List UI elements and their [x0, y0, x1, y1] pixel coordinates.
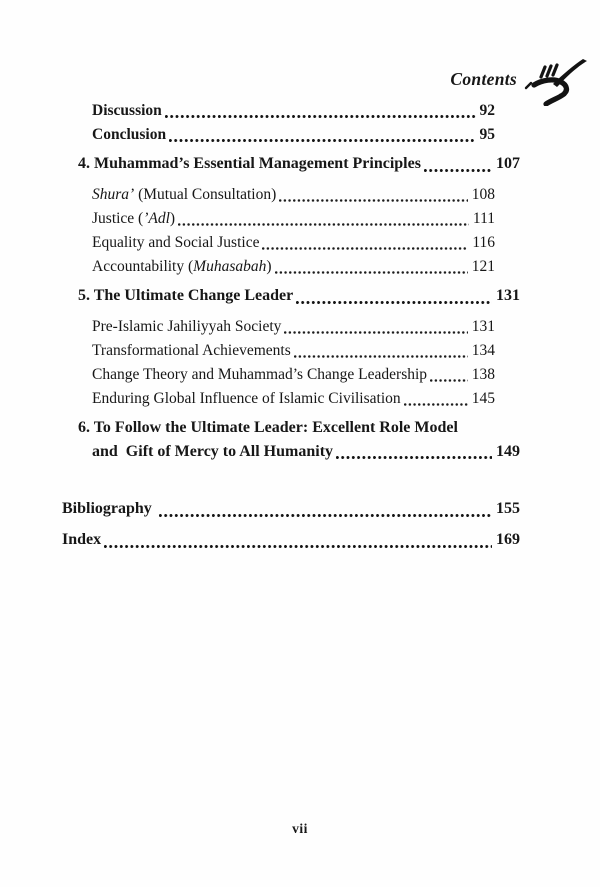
toc-entry-label: 5. The Ultimate Change Leader: [78, 287, 294, 304]
toc-page-number: 134: [471, 342, 495, 359]
toc-entry-label: and Gift of Mercy to All Humanity: [92, 443, 334, 460]
toc-page-number: 149: [496, 443, 520, 460]
dot-leader: [275, 271, 468, 274]
toc-page-number: 107: [496, 155, 520, 172]
toc-entry: [92, 183, 495, 207]
page-number: vii: [292, 821, 308, 836]
dot-leader: [169, 139, 475, 142]
toc-entry-label: Justice (’Adl): [92, 210, 176, 227]
toc-entry-label: Change Theory and Muhammad’s Change Leadership: [92, 366, 428, 383]
toc-entry: [92, 339, 495, 363]
toc-entry-label: Bibliography: [62, 500, 156, 517]
toc-page-number: 169: [496, 531, 520, 548]
toc-page-number: 92: [479, 102, 495, 119]
toc-entry-label: Pre-Islamic Jahiliyyah Society: [92, 318, 282, 335]
toc-entry-label: Discussion: [92, 102, 162, 119]
toc-entry: [78, 282, 520, 309]
dot-leader: [404, 403, 468, 406]
dot-leader: [262, 247, 468, 250]
toc-entry: [92, 255, 495, 279]
toc-entry: [62, 526, 520, 553]
toc-entry: [92, 99, 495, 123]
toc-entry: [78, 150, 520, 177]
dot-leader: [296, 301, 492, 304]
dot-leader: [294, 355, 468, 358]
contents-heading: Contents: [450, 68, 517, 89]
toc-entry: [92, 123, 495, 147]
muhammad-calligraphy-icon: [524, 58, 588, 106]
dot-leader: [104, 545, 492, 548]
toc-page-number: 116: [472, 234, 495, 251]
toc-page-number: 121: [471, 258, 495, 275]
toc-page-number: 108: [471, 186, 495, 203]
toc-entry-label: Conclusion: [92, 126, 167, 143]
dot-leader: [165, 115, 476, 118]
toc-entry-label: Shura’ (Mutual Consultation): [92, 186, 277, 203]
toc-entry: [78, 415, 520, 440]
toc-entry-label: Accountability (Muhasabah): [92, 258, 272, 275]
toc-entry: [92, 387, 495, 411]
dot-leader: [178, 223, 469, 226]
toc-entry: [92, 207, 495, 231]
toc-page-number: 145: [471, 390, 495, 407]
table-of-contents: [62, 99, 520, 553]
toc-entry: [92, 440, 520, 464]
toc-entry-label: 6. To Follow the Ultimate Leader: Excellent Role Model: [78, 419, 458, 436]
toc-page-number: 111: [472, 210, 495, 227]
toc-entry: [62, 495, 520, 522]
toc-page-number: 155: [496, 500, 520, 517]
toc-entry: [92, 231, 495, 255]
toc-page-number: 95: [479, 126, 495, 143]
toc-page-number: 131: [471, 318, 495, 335]
toc-entry-label: Equality and Social Justice: [92, 234, 260, 251]
dot-leader: [279, 199, 467, 202]
toc-entry-label: Index: [62, 531, 102, 548]
toc-page-number: 138: [471, 366, 495, 383]
toc-entry: [92, 363, 495, 387]
toc-entry-label: 4. Muhammad’s Essential Management Principles: [78, 155, 421, 172]
dot-leader: [336, 456, 492, 459]
toc-entry-label: Enduring Global Influence of Islamic Civilisation: [92, 390, 401, 407]
dot-leader: [430, 379, 468, 382]
toc-page-number: 131: [496, 287, 520, 304]
dot-leader: [159, 514, 492, 517]
dot-leader: [284, 331, 467, 334]
toc-entry: [92, 315, 495, 339]
page-footer: [0, 821, 600, 837]
dot-leader: [424, 169, 492, 172]
toc-entry-label: Transformational Achievements: [92, 342, 291, 359]
